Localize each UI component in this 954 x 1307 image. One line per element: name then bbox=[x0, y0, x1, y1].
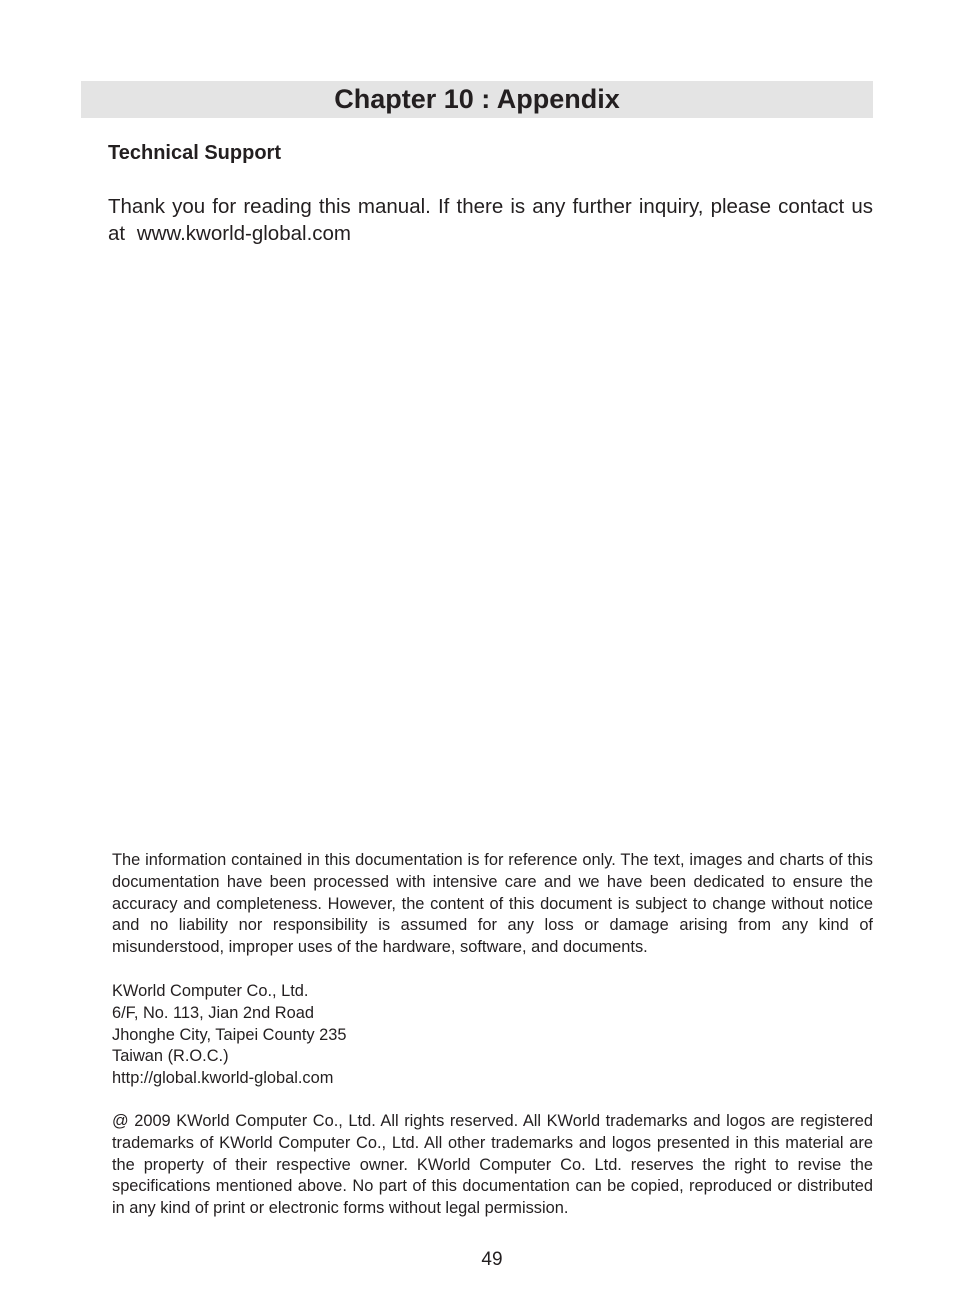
copyright-paragraph: @ 2009 KWorld Computer Co., Ltd. All rights reserved. All KWorld trademarks and logos are registered trademarks of KWorld Computer Co., Ltd. All other trademarks and logos presented in this material are the property of their respective owner. KWorld Computer Co. Ltd. reserves the right to revise the specifications mentioned above. No part of this documentation can be copied, reproduced or distributed in any kind of print or electronic forms without legal permission. bbox=[112, 1112, 873, 1218]
support-intro-text: Thank you for reading this manual. If there is any further inquiry, please contact us at bbox=[108, 195, 873, 245]
chapter-header-bar bbox=[81, 81, 873, 118]
address-country: Taiwan (R.O.C.) bbox=[112, 1047, 229, 1066]
disclaimer-paragraph: The information contained in this documentation is for reference only. The text, images and charts of this documentation have been processed with intensive care and we have been dedicated to ensure the accuracy and completeness. However, the content of this document is subject to change without notice and no liability nor responsibility is assumed for any loss or damage arising from any kind of misunderstood, improper uses of the hardware, software, and documents. bbox=[112, 851, 873, 957]
address-street: 6/F, No. 113, Jian 2nd Road bbox=[112, 1003, 314, 1022]
support-intro-paragraph bbox=[108, 193, 873, 247]
address-city: Jhonghe City, Taipei County 235 bbox=[112, 1025, 347, 1044]
page-number: 49 bbox=[481, 1249, 503, 1270]
support-website-link[interactable]: www.kworld-global.com bbox=[136, 222, 351, 245]
chapter-title: Chapter 10 : Appendix bbox=[334, 84, 620, 114]
company-address bbox=[112, 981, 346, 1090]
company-name: KWorld Computer Co., Ltd. bbox=[112, 982, 309, 1000]
company-website-link[interactable]: http://global.kworld-global.com bbox=[112, 1069, 334, 1088]
section-heading: Technical Support bbox=[108, 142, 281, 164]
